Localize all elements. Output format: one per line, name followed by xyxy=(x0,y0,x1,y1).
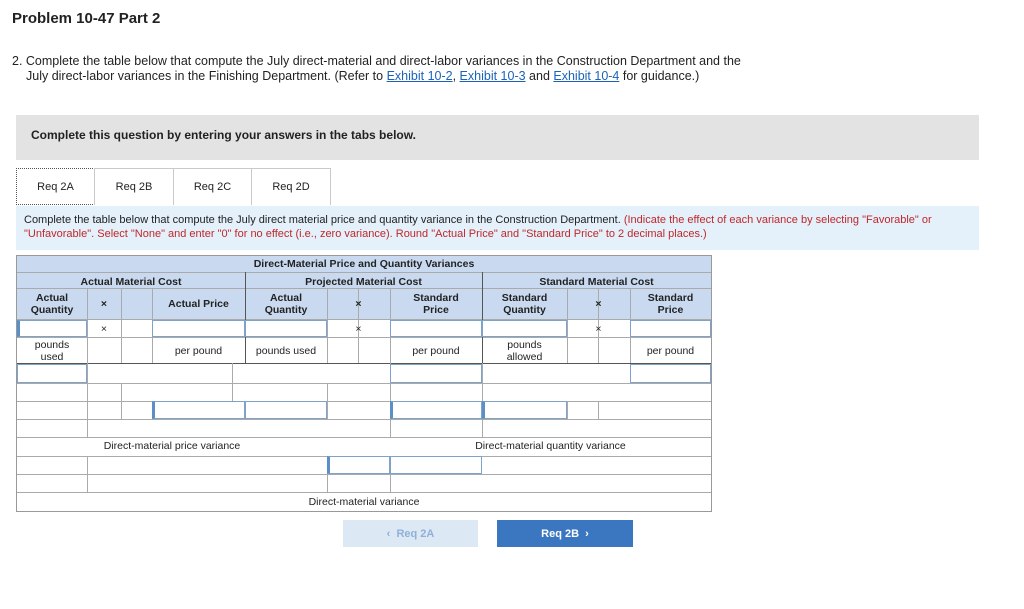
row-divider xyxy=(17,437,711,438)
total-variance-label: Direct-material variance xyxy=(308,496,420,508)
header-line: Actual xyxy=(269,292,303,304)
header-line: Quantity xyxy=(503,304,546,316)
chevron-left-icon: ‹ xyxy=(386,527,397,540)
header-actual-price: Actual Price xyxy=(168,298,229,310)
actual-cost-input[interactable] xyxy=(17,364,87,383)
group-standard-cost: Standard Material Cost xyxy=(539,276,654,288)
actual-quantity-input[interactable] xyxy=(17,320,87,337)
price-variance-amount-input[interactable] xyxy=(152,401,245,419)
col-divider xyxy=(327,383,328,419)
row-divider xyxy=(17,492,711,493)
col-divider xyxy=(121,288,122,363)
header-line: Price xyxy=(657,304,684,316)
unit-pounds-used-projected: pounds used xyxy=(255,345,317,357)
group-actual-cost: Actual Material Cost xyxy=(80,276,182,288)
tab-req-2c[interactable]: Req 2C xyxy=(173,168,252,205)
row-divider xyxy=(17,474,711,475)
table-title: Direct-Material Price and Quantity Variances xyxy=(253,258,475,270)
unit-line: pounds xyxy=(34,339,70,351)
unit-line: pounds xyxy=(507,339,542,351)
col-divider xyxy=(87,456,88,492)
prev-label: Req 2A xyxy=(396,527,435,540)
header-standard-quantity xyxy=(482,292,567,316)
times-symbol: × xyxy=(355,323,362,335)
col-divider xyxy=(482,363,483,437)
header-line: Price xyxy=(423,304,449,316)
instructions xyxy=(12,54,812,84)
times-symbol: × xyxy=(595,323,602,335)
instruction-box xyxy=(16,206,979,250)
col-divider xyxy=(121,383,122,419)
row-divider xyxy=(17,419,711,420)
total-variance-amount-input[interactable] xyxy=(327,456,390,474)
tab-req-2a[interactable]: Req 2A xyxy=(16,168,95,205)
instruction-text: Complete the table below that compute the July direct material price and quantity variance in the Construction Department. xyxy=(24,214,624,226)
header-line: Standard xyxy=(501,292,548,304)
unit-pounds-allowed xyxy=(482,339,567,363)
times-symbol: × xyxy=(100,323,108,335)
instructions-text: for guidance.) xyxy=(619,69,700,83)
unit-pounds-used xyxy=(17,339,87,363)
times-symbol: × xyxy=(595,298,602,310)
instructions-line2 xyxy=(12,69,812,84)
separator: , xyxy=(452,69,460,83)
header-line: Standard xyxy=(413,292,459,304)
tab-req-2b[interactable]: Req 2B xyxy=(94,168,174,205)
col-divider xyxy=(87,363,88,437)
instructions-line1: 2. Complete the table below that compute the July direct-material and direct-labor variances in the Construction Department and the xyxy=(12,54,741,68)
standard-cost-input[interactable] xyxy=(630,364,711,383)
tab-req-2d[interactable]: Req 2D xyxy=(251,168,331,205)
col-divider xyxy=(232,363,233,401)
price-variance-effect-select[interactable] xyxy=(245,401,327,419)
header-projected-standard-price xyxy=(390,292,482,316)
exhibit-10-3-link[interactable]: Exhibit 10-3 xyxy=(459,69,526,83)
page-title: Problem 10-47 Part 2 xyxy=(12,10,161,27)
unit-per-pound: per pound xyxy=(174,345,223,357)
col-divider xyxy=(567,401,568,419)
projected-standard-price-input[interactable] xyxy=(390,320,482,337)
header-projected-actual-quantity xyxy=(245,292,327,316)
chevron-right-icon: › xyxy=(579,527,589,540)
exhibit-10-4-link[interactable]: Exhibit 10-4 xyxy=(553,69,620,83)
next-label: Req 2B xyxy=(541,527,580,540)
instruction-note: (Indicate the effect of each variance by selecting "Favorable" or "Unfavorable". Select "None" and enter "0" for no effect (i.e., zero variance). Round "Actual Price" and "Standard Price" to 2 decimal places.) xyxy=(24,214,932,240)
standard-quantity-input[interactable] xyxy=(482,320,567,337)
header-line: Standard xyxy=(647,292,694,304)
instructions-text: July direct-labor variances in the Finishing Department. (Refer to xyxy=(26,69,387,83)
standard-price-input[interactable] xyxy=(630,320,711,337)
quantity-variance-effect-select[interactable] xyxy=(482,401,567,419)
price-variance-label: Direct-material price variance xyxy=(103,440,241,452)
row-divider xyxy=(17,272,711,273)
times-symbol: × xyxy=(355,298,362,310)
row-divider xyxy=(17,363,711,364)
next-button[interactable] xyxy=(497,520,633,547)
unit-line: allowed xyxy=(506,351,543,363)
unit-per-pound: per pound xyxy=(646,345,695,357)
question-banner: Complete this question by entering your answers in the tabs below. xyxy=(16,115,979,160)
separator: and xyxy=(525,69,554,83)
prev-button[interactable] xyxy=(343,520,478,547)
tab-bar xyxy=(16,168,330,205)
times-symbol: × xyxy=(100,298,108,310)
group-projected-cost: Projected Material Cost xyxy=(305,276,422,288)
header-actual-quantity xyxy=(17,292,87,316)
variance-table xyxy=(16,255,712,512)
projected-cost-input[interactable] xyxy=(390,364,482,383)
quantity-variance-amount-input[interactable] xyxy=(390,401,482,419)
unit-line: used xyxy=(40,351,64,363)
actual-price-input[interactable] xyxy=(152,320,245,337)
header-line: Quantity xyxy=(264,304,308,316)
quantity-variance-label: Direct-material quantity variance xyxy=(475,440,626,452)
header-line: Actual xyxy=(35,292,69,304)
header-standard-price xyxy=(630,292,711,316)
header-line: Quantity xyxy=(30,304,74,316)
exhibit-10-2-link[interactable]: Exhibit 10-2 xyxy=(386,69,453,83)
projected-actual-quantity-input[interactable] xyxy=(245,320,327,337)
col-divider xyxy=(598,401,599,419)
total-variance-effect-select[interactable] xyxy=(390,456,482,474)
unit-per-pound: per pound xyxy=(412,345,460,357)
